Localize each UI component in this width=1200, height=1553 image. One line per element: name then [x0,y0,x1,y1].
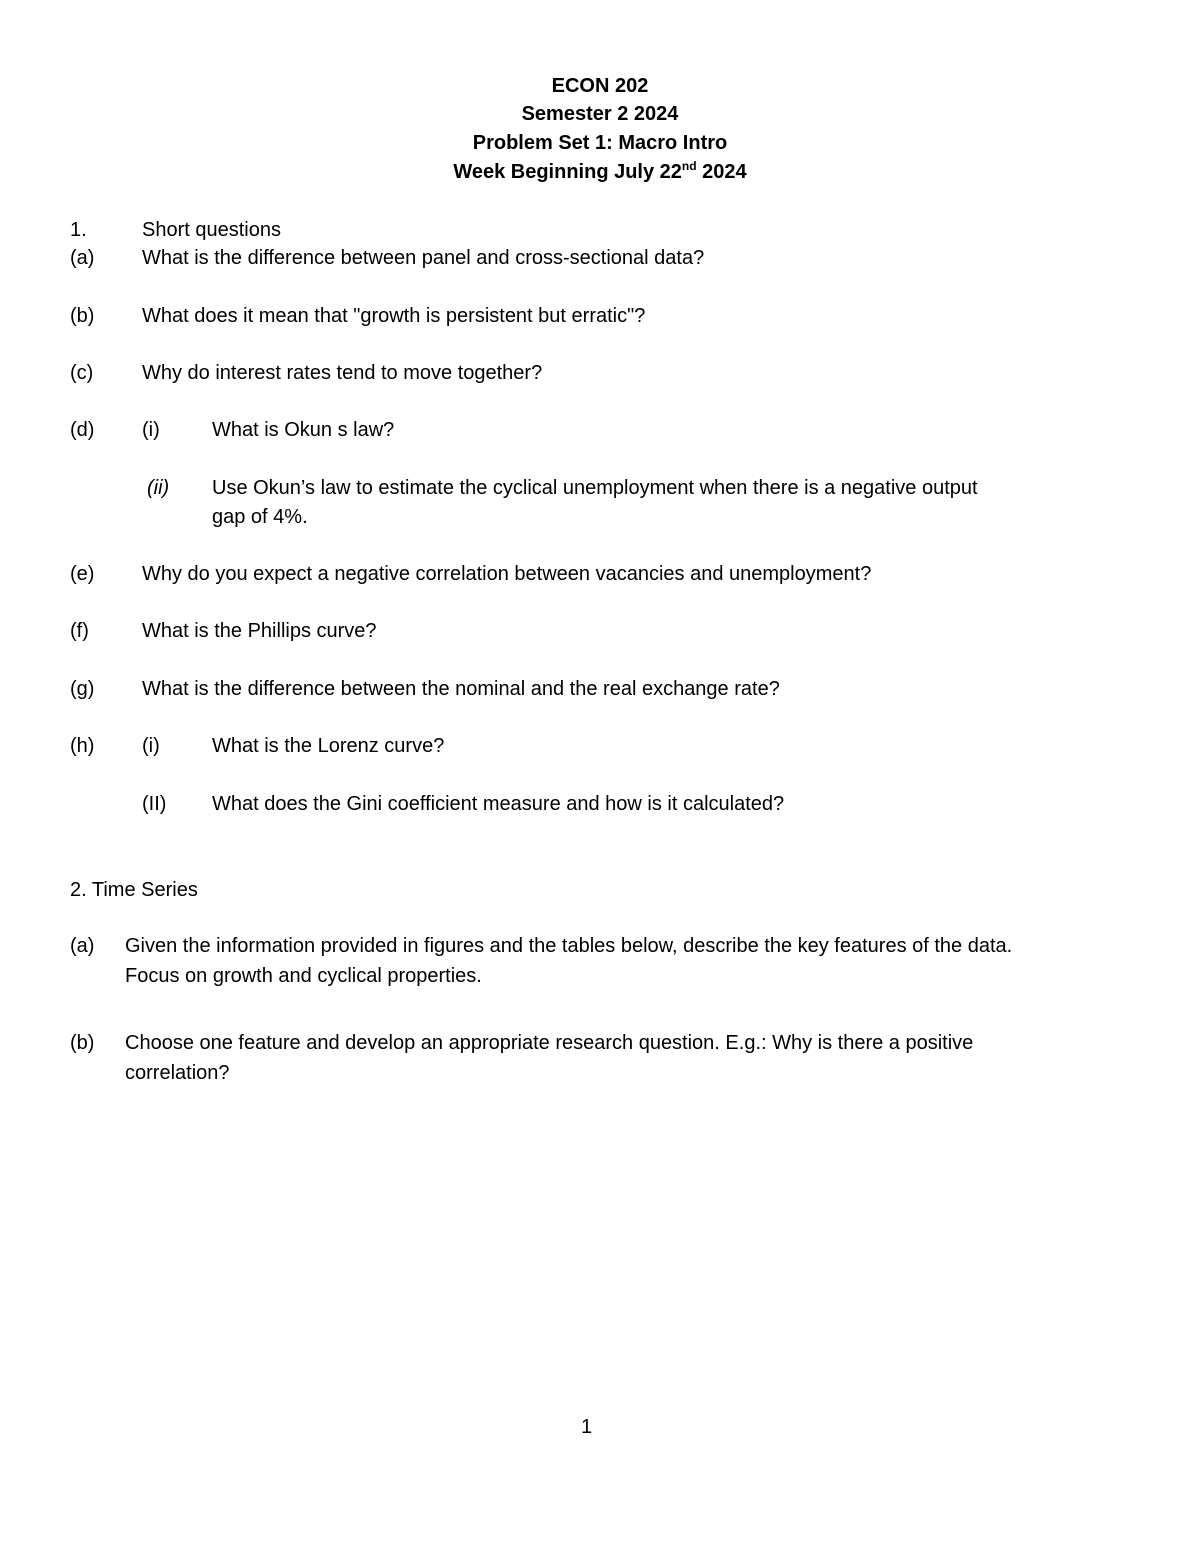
problem-set-title: Problem Set 1: Macro Intro [472,132,728,154]
q2-title: 2. Time Series [70,879,198,901]
q1f-text: What is the Phillips curve? [142,620,377,642]
q1h-ii-text: What does the Gini coefficient measure and how is it calculated? [212,793,785,815]
q2b-text-line1: Choose one feature and develop an appropriate research question. E.g.: Why is there a positive [125,1032,974,1054]
q2a-label: (a) [70,935,95,957]
semester: Semester 2 2024 [521,103,679,125]
q2b-label: (b) [70,1032,95,1054]
q2b-text-line2: correlation? [125,1062,230,1084]
q1b-text: What does it mean that "growth is persistent but erratic"? [142,305,646,327]
q1c-label: (c) [70,362,94,384]
q1c-text: Why do interest rates tend to move together? [142,362,543,384]
q1-title: Short questions [142,219,281,241]
q1g-label: (g) [70,678,95,700]
q1-number: 1. [70,219,87,241]
q1d-ii-text-line2: gap of 4%. [212,506,308,528]
q1d-label: (d) [70,419,95,441]
week-line [0,158,1200,186]
week-prefix: Week Beginning July 22 [453,161,682,183]
q1h-i-text: What is the Lorenz curve? [212,735,445,757]
week-ordinal: nd [681,159,697,173]
week-year: 2024 [696,161,747,183]
q1f-label: (f) [70,620,89,642]
course-code: ECON 202 [551,75,649,97]
q1d-i-text: What is Okun s law? [212,419,395,441]
page-number: 1 [580,1416,593,1438]
q1e-text: Why do you expect a negative correlation between vacancies and unemployment? [142,563,872,585]
q1a-label: (a) [70,247,95,269]
q1a-text: What is the difference between panel and cross-sectional data? [142,247,705,269]
q1b-label: (b) [70,305,95,327]
q1h-ii-label: (II) [142,793,167,815]
q2a-text-line2: Focus on growth and cyclical properties. [125,965,482,987]
q1h-i-label: (i) [142,735,160,757]
q2a-text-line1: Given the information provided in figures and the tables below, describe the key features of the data. [125,935,1013,957]
q1g-text: What is the difference between the nominal and the real exchange rate? [142,678,780,700]
q1d-i-label: (i) [142,419,160,441]
q1h-label: (h) [70,735,95,757]
q1e-label: (e) [70,563,95,585]
q1d-ii-label: (ii) [147,477,170,499]
q1d-ii-text-line1: Use Okun’s law to estimate the cyclical unemployment when there is a negative output [212,477,978,499]
